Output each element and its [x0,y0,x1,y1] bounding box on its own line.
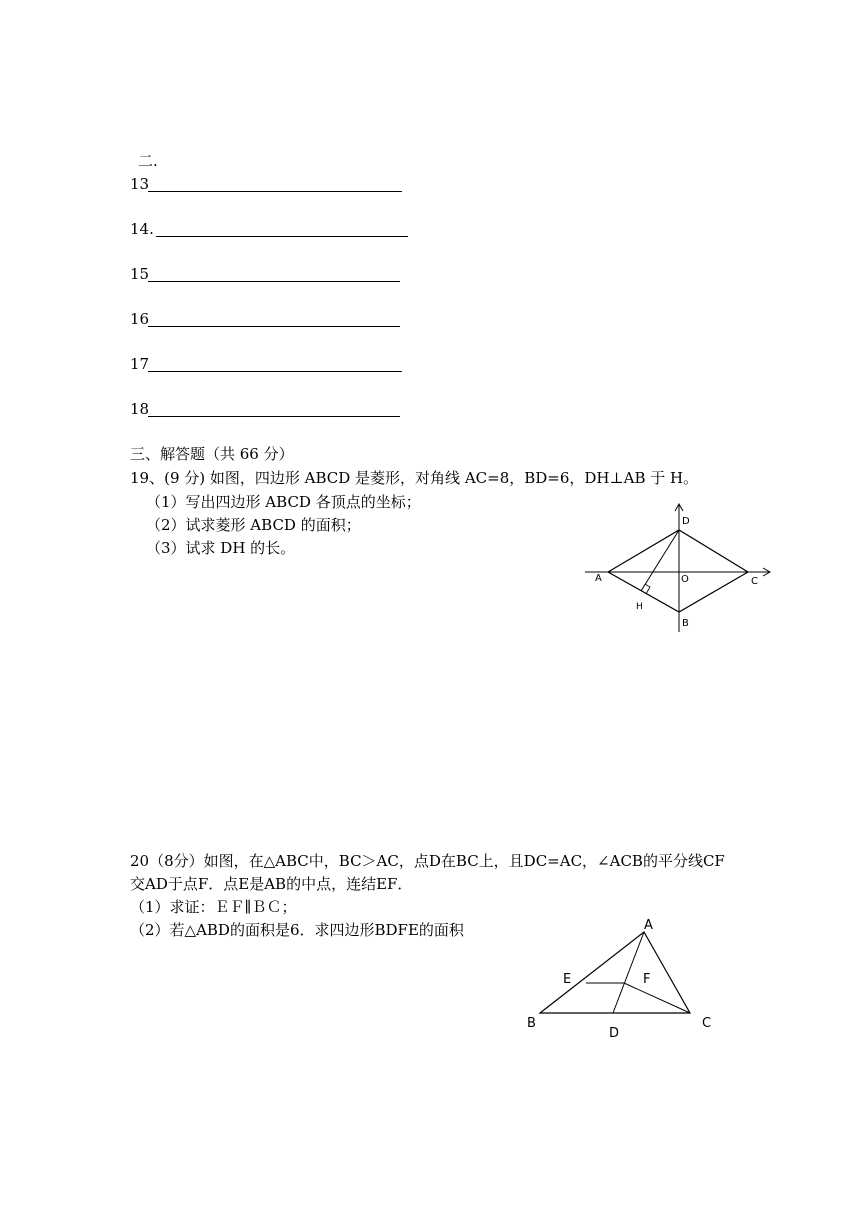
answer-line [148,416,400,417]
answer-line [156,236,408,237]
label-a: A [595,573,602,584]
label-d: D [609,1026,620,1041]
q20-part-1: （1）求证：ＥＦ∥ＢＣ； [130,898,297,916]
section-2-heading: 二. [138,152,158,170]
label-a: A [644,918,653,933]
label-b: B [527,1016,536,1031]
q19-part-1: （1）写出四边形 ABCD 各顶点的坐标； [146,493,421,511]
q20-triangle-figure [520,915,720,1045]
label-c: C [702,1016,712,1031]
q19-stem: 19、(9 分) 如图，四边形 ABCD 是菱形，对角线 AC=8，BD=6，DH⊥AB 于 H。 [130,469,699,487]
blank-number: 18 [130,400,150,418]
answer-line [148,326,400,327]
label-c: C [751,576,758,587]
rhombus-abcd [608,530,748,612]
label-b: B [682,618,689,629]
q20-stem-line-2: 交AD于点F．点E是AB的中点，连结EF． [130,875,413,893]
answer-line [148,371,402,372]
section-3-heading: 三、解答题（共 66 分） [130,445,294,463]
label-e: E [563,972,572,987]
label-o: O [681,574,689,585]
q20-stem-line-1: 20（8分）如图，在△ABC中，BC＞AC，点D在BC上，且DC=AC，∠ACB的平分线CF [130,852,725,870]
q19-part-2: （2）试求菱形 ABCD 的面积； [146,516,361,534]
q19-rhombus-figure [580,500,780,635]
q20-part-2: （2）若△ABD的面积是6．求四边形BDFE的面积 [130,921,464,939]
label-d: D [682,516,690,527]
label-f: F [643,972,651,987]
blank-number: 13 [130,175,150,193]
label-h: H [636,602,643,612]
right-angle-mark [645,584,650,594]
answer-line [148,281,400,282]
q19-part-3: （3）试求 DH 的长。 [146,539,296,557]
blank-number: 17 [130,355,150,373]
answer-line [148,191,402,192]
blank-number: 14. [130,220,154,238]
segment-dh [641,530,679,591]
blank-number: 16 [130,310,150,328]
blank-number: 15 [130,265,150,283]
segment-cf [624,983,690,1013]
